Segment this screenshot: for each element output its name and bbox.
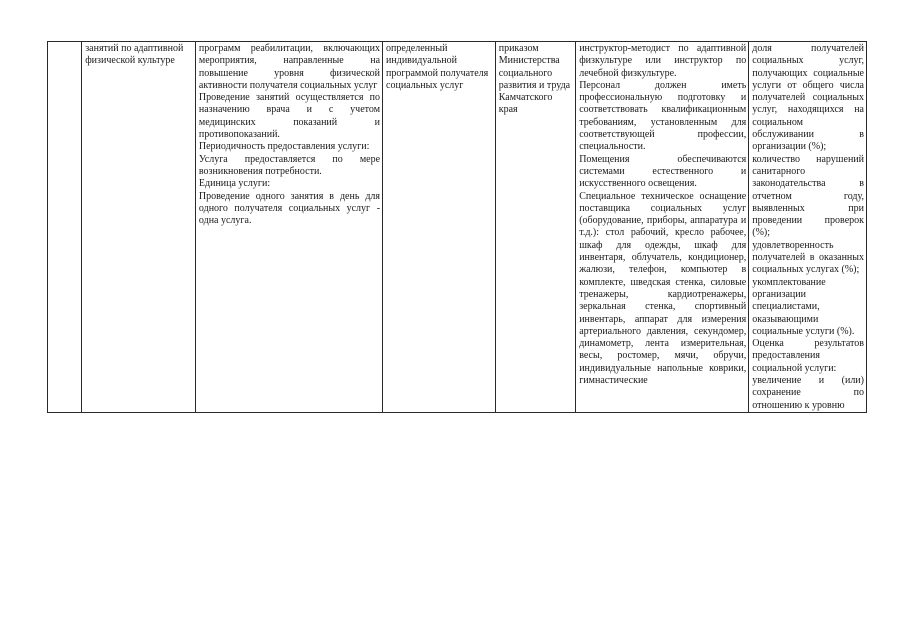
content-paragraph: Проведение занятий осуществляется по назначению врача и с учетом медицинских показаний и противопоказаний. — [198, 92, 381, 141]
table-row — [48, 42, 867, 413]
deadline-cell — [383, 42, 496, 413]
number-cell — [48, 42, 82, 413]
content-paragraph: Проведение одного занятия в день для одного получателя социальных услуг - одна услуга. — [198, 190, 381, 227]
conditions-paragraph: Специальное техническое оснащение поставщика социальных услуг (оборудование, приборы, аппаратура и т.д.): стол рабочий, кресло рабочее, шкаф для одежды, шкаф для инвентаря, облучатель, кондиционер, жалюзи, телефон, компьютер в комплекте, шведская стенка, силовые тренажеры, кардиотренажеры, зеркальная стенка, спортивный инвентарь, аппарат для измерения артериального давления, секундомер, динамометр, лента измерительная, весы, ростомер, мячи, обручи, индивидуальные напольные коврики, гимнастические — [579, 190, 747, 387]
conditions-paragraph: инструктор-методист по адаптивной физкультуре или инструктор по лечебной физкультуре. — [579, 43, 747, 79]
indicator-paragraph: количество нарушений санитарного законодательства в отчетном году, выявленных при проведении проверок (%); — [752, 153, 864, 239]
document-table — [47, 41, 867, 413]
indicator-paragraph: доля получателей социальных услуг, получающих социальные услуги от общего числа получателей социальных услуг, находящихся на социальном обслуживании в организации (%); — [752, 43, 864, 153]
deadline-text: определенный индивидуальной программой получателя социальных услуг — [386, 43, 489, 91]
content-paragraph: Услуга предоставляется по мере возникновения потребности. — [198, 153, 381, 177]
indicator-paragraph: Оценка результатов предоставления социальной услуги: — [752, 338, 864, 374]
content-paragraph: Единица услуги: — [198, 178, 271, 190]
conditions-cell — [576, 42, 749, 413]
conditions-paragraph: Помещения обеспечиваются системами естественного и искусственного освещения. — [579, 153, 747, 190]
indicator-paragraph: увеличение и (или) сохранение по отношению к уровню — [752, 375, 864, 411]
indicator-paragraph: удовлетворенность получателей в оказанных социальных услугах (%); — [752, 239, 864, 276]
indicator-paragraph: укомплектование организации специалистами, оказывающими социальные услуги (%). — [752, 276, 855, 337]
conditions-paragraph: Персонал должен иметь профессиональную подготовку и соответствовать квалификационным требованиям, установленным для соответствующей профессии, специальности. — [579, 79, 747, 153]
tariff-text: приказом Министерства социального развития и труда Камчатского края — [498, 43, 571, 116]
tariff-cell — [495, 42, 575, 413]
indicators-cell — [749, 42, 867, 413]
service-name-text: занятий по адаптивной физической культуре — [85, 43, 184, 67]
content-paragraph: программ реабилитации, включающих мероприятия, направленные на повышение уровня физической активности получателя социальных услуг — [198, 43, 381, 91]
service-content-cell — [195, 42, 382, 413]
content-paragraph: Периодичность предоставления услуги: — [198, 141, 370, 153]
service-name-cell — [82, 42, 196, 413]
